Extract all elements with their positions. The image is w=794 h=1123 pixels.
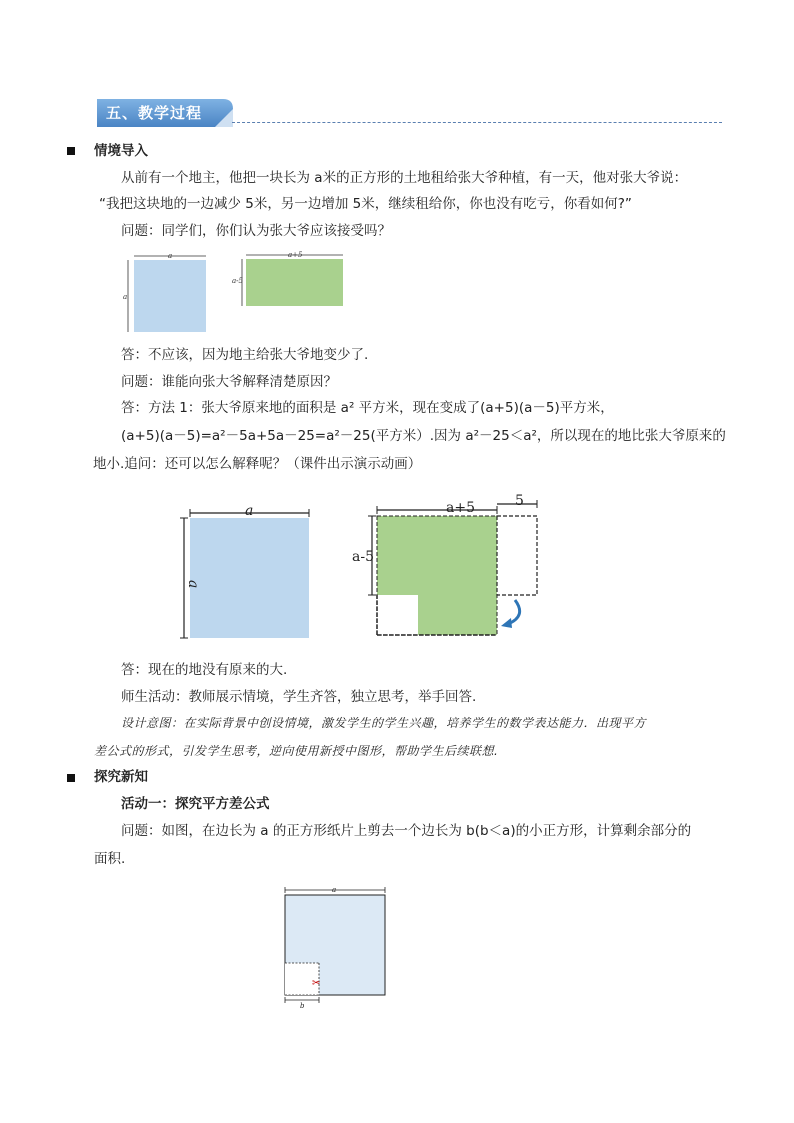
label-a-side: a [123, 293, 128, 301]
figure-1-squares [120, 249, 360, 339]
teacher-student-activity: 师生活动：教师展示情境，学生齐答，独立思考，举手回答. [121, 689, 477, 705]
answer-1: 答：不应该，因为地主给张大爷地变少了. [121, 347, 369, 363]
scissors-icon: ✂ [312, 978, 321, 989]
section-divider [232, 122, 722, 123]
design-intent-line-2: 差公式的形式，引发学生思考，逆向使用新授中图形，帮助学生后续联想. [94, 744, 499, 758]
answer-3: 答：现在的地没有原来的大. [121, 662, 288, 678]
bullet-square-icon [67, 147, 75, 155]
story-line-1: 从前有一个地主，他把一块长为 a米的正方形的土地租给张大爷种植，有一天，他对张大爷说： [121, 170, 688, 186]
label-b-fig3: b [300, 1002, 305, 1010]
label-a-large-top: a [245, 503, 254, 519]
answer-2-line-3: 地小.追问：还可以怎么解释呢？（课件出示演示动画） [93, 456, 422, 472]
label-a-minus-5-large: a-5 [352, 549, 374, 565]
question-1: 问题：同学们，你们认为张大爷应该接受吗？ [121, 223, 391, 239]
label-a-minus-5: a-5 [232, 277, 243, 285]
original-square [134, 260, 206, 332]
story-line-2: “我把这块地的一边减少 5米，另一边增加 5米，继续租给你，你也没有吃亏，你看如何?” [99, 196, 632, 212]
label-a-top: a [168, 252, 173, 260]
figure-3-cut-square [278, 882, 398, 1010]
activity-1-title: 活动一：探究平方差公式 [121, 796, 270, 812]
explore-question-line-1: 问题：如图，在边长为 a 的正方形纸片上剪去一个边长为 b(b＜a)的小正方形，计算剩余部分的 [121, 823, 692, 839]
question-2: 问题：谁能向张大爷解释清楚原因？ [121, 374, 337, 390]
section-title: 五、教学过程 [106, 104, 203, 122]
explore-question-line-2: 面积. [94, 851, 126, 867]
design-intent-line-1: 设计意图：在实际背景中创设情境，激发学生的学生兴趣，培养学生的数学表达能力．出现平方 [121, 716, 647, 730]
label-a-large-side: a [185, 580, 201, 589]
bullet-square-icon [67, 774, 75, 782]
moved-strip [497, 516, 537, 595]
answer-2-line-2: (a+5)(a－5)=a²－5a+5a－25=a²－25(平方米）.因为 a²－25＜a²，所以现在的地比张大爷原来的 [121, 428, 726, 444]
heading-scene: 情境导入 [94, 143, 148, 159]
answer-2-line-1: 答：方法 1：张大爷原来地的面积是 a² 平方米，现在变成了(a+5)(a－5)平方米， [121, 400, 614, 416]
figure-2-comparison [175, 494, 555, 648]
heading-explore: 探究新知 [94, 769, 148, 785]
section-banner [97, 99, 232, 127]
original-square-large [190, 518, 309, 638]
label-a-plus-5: a+5 [288, 251, 303, 259]
removed-corner [377, 595, 418, 635]
label-5: 5 [515, 494, 524, 509]
new-rectangle [246, 259, 343, 306]
label-a-fig3: a [332, 886, 337, 894]
label-a-plus-5-large: a+5 [446, 500, 475, 516]
